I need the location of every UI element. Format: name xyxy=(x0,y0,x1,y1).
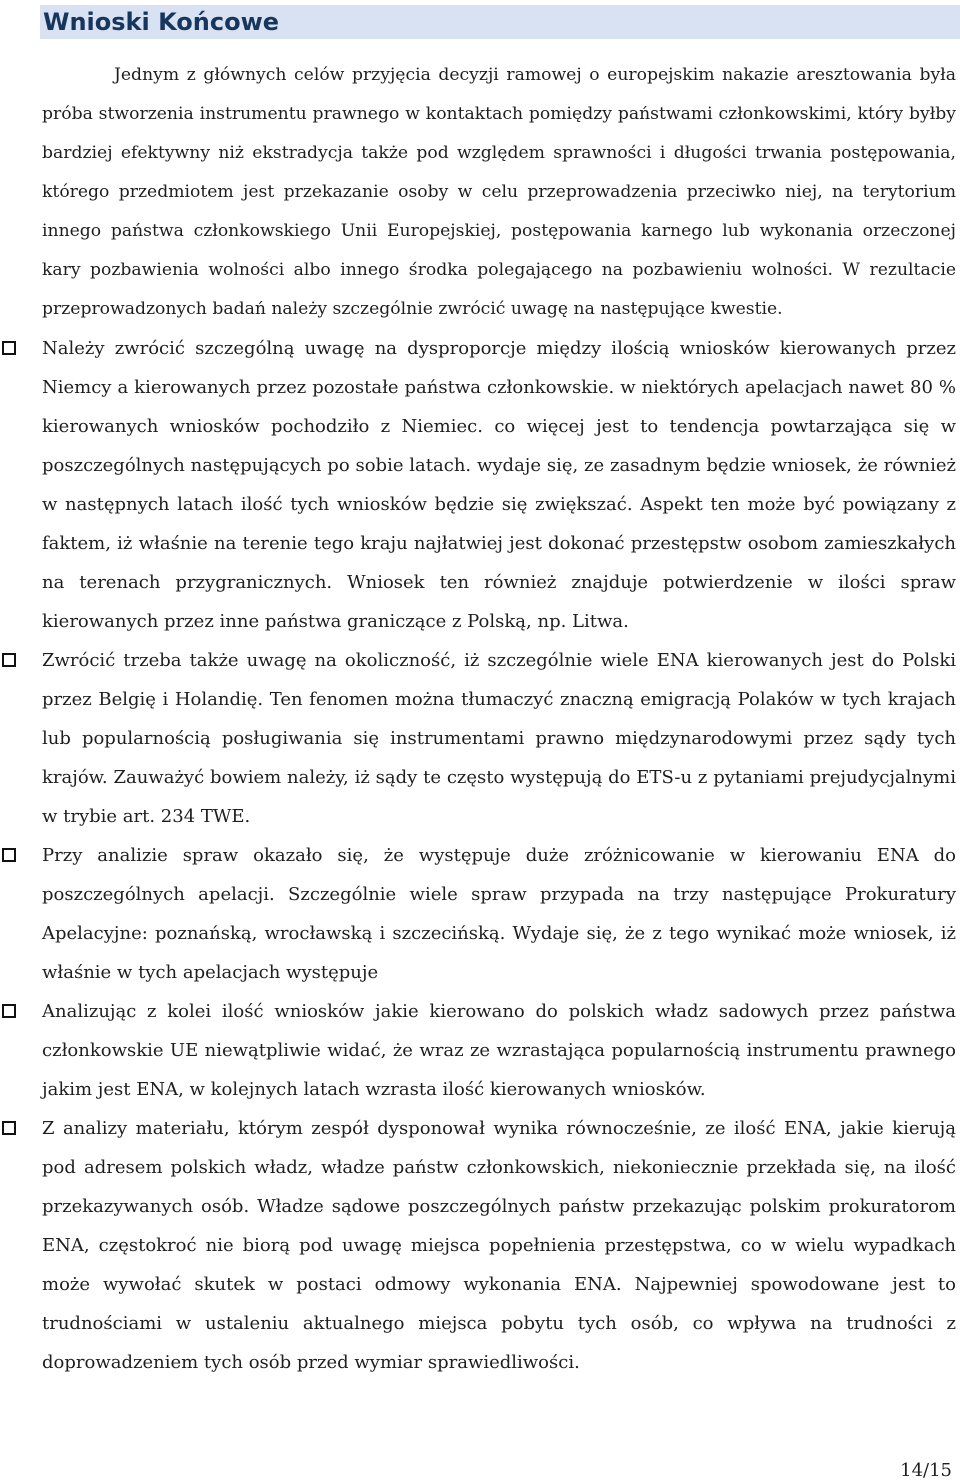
square-bullet-icon xyxy=(2,341,16,355)
bullet-item xyxy=(42,836,956,992)
intro-paragraph: Jednym z głównych celów przyjęcia decyzji ramowej o europejskim nakazie aresztowania była próba stworzenia instrumentu prawnego w kontaktach pomiędzy państwami członkowskimi, który byłby bardziej efektywny niż ekstradycja także pod względem sprawności i długości trwania postępowania, którego przedmiotem jest przekazanie osoby w celu przeprowadzenia przeciwko niej, na terytorium innego państwa członkowskiego Unii Europejskiej, postępowania karnego lub wykonania orzeczonej kary pozbawienia wolności albo innego środka polegającego na pozbawieniu wolności. W rezultacie przeprowadzonych badań należy szczególnie zwrócić uwagę na następujące kwestie. xyxy=(42,65,956,319)
bullet-text: Należy zwrócić szczególną uwagę na dysproporcje między ilością wniosków kierowanych przez Niemcy a kierowanych przez pozostałe państwa członkowskie. w niektórych apelacjach nawet 80 % kierowanych wniosków pochodziło z Niemiec. co więcej jest to tendencja powtarzająca się w poszczególnych następujących po sobie latach. wydaje się, ze zasadnym będzie wniosek, że również w następnych latach ilość tych wniosków będzie się zwiększać. Aspekt ten może być powiązany z faktem, iż właśnie na terenie tego kraju najłatwiej jest dokonać przestępstw osobom zamieszkałych na terenach przygranicznych. Wniosek ten również znajduje potwierdzenie w ilości spraw kierowanych przez inne państwa graniczące z Polską, np. Litwa. xyxy=(42,338,956,632)
bullet-item xyxy=(42,329,956,641)
page-heading: Wnioski Końcowe xyxy=(43,8,280,36)
document-body xyxy=(42,56,956,1382)
heading-bar xyxy=(40,5,960,39)
bullet-item xyxy=(42,992,956,1109)
bullet-item xyxy=(42,1109,956,1382)
square-bullet-icon xyxy=(2,848,16,862)
bullet-text: Z analizy materiału, którym zespół dysponował wynika równocześnie, ze ilość ENA, jakie kierują pod adresem polskich władz, władze państw członkowskich, niekoniecznie przekłada się, na ilość przekazywanych osób. Władze sądowe poszczególnych państw przekazując polskim prokuratorom ENA, częstokroć nie biorą pod uwagę miejsca popełnienia przestępstwa, co w wielu wypadkach może wywołać skutek w postaci odmowy wykonania ENA. Najpewniej spowodowane jest to trudnościami w ustaleniu aktualnego miejsca pobytu tych osób, co wpływa na trudności z doprowadzeniem tych osób przed wymiar sprawiedliwości. xyxy=(42,1118,956,1373)
bullet-text: Zwrócić trzeba także uwagę na okoliczność, iż szczególnie wiele ENA kierowanych jest do Polski przez Belgię i Holandię. Ten fenomen można tłumaczyć znaczną emigracją Polaków w tych krajach lub popularnością posługiwania się instrumentami prawno międzynarodowymi przez sądy tych krajów. Zauważyć bowiem należy, iż sądy te często występują do ETS-u z pytaniami prejudycjalnymi w trybie art. 234 TWE. xyxy=(42,650,956,827)
bullet-item xyxy=(42,641,956,836)
bullet-text: Analizując z kolei ilość wniosków jakie kierowano do polskich władz sadowych przez państwa członkowskie UE niewątpliwie widać, że wraz ze wzrastająca popularnością instrumentu prawnego jakim jest ENA, w kolejnych latach wzrasta ilość kierowanych wniosków. xyxy=(42,1001,956,1100)
page-number: 14/15 xyxy=(900,1460,952,1481)
square-bullet-icon xyxy=(2,1121,16,1135)
square-bullet-icon xyxy=(2,1004,16,1018)
square-bullet-icon xyxy=(2,653,16,667)
bullet-text: Przy analizie spraw okazało się, że występuje duże zróżnicowanie w kierowaniu ENA do poszczególnych apelacji. Szczególnie wiele spraw przypada na trzy następujące Prokuratury Apelacyjne: poznańską, wrocławską i szczecińską. Wydaje się, że z tego wynikać może wniosek, iż właśnie w tych apelacjach występuje xyxy=(42,845,956,983)
